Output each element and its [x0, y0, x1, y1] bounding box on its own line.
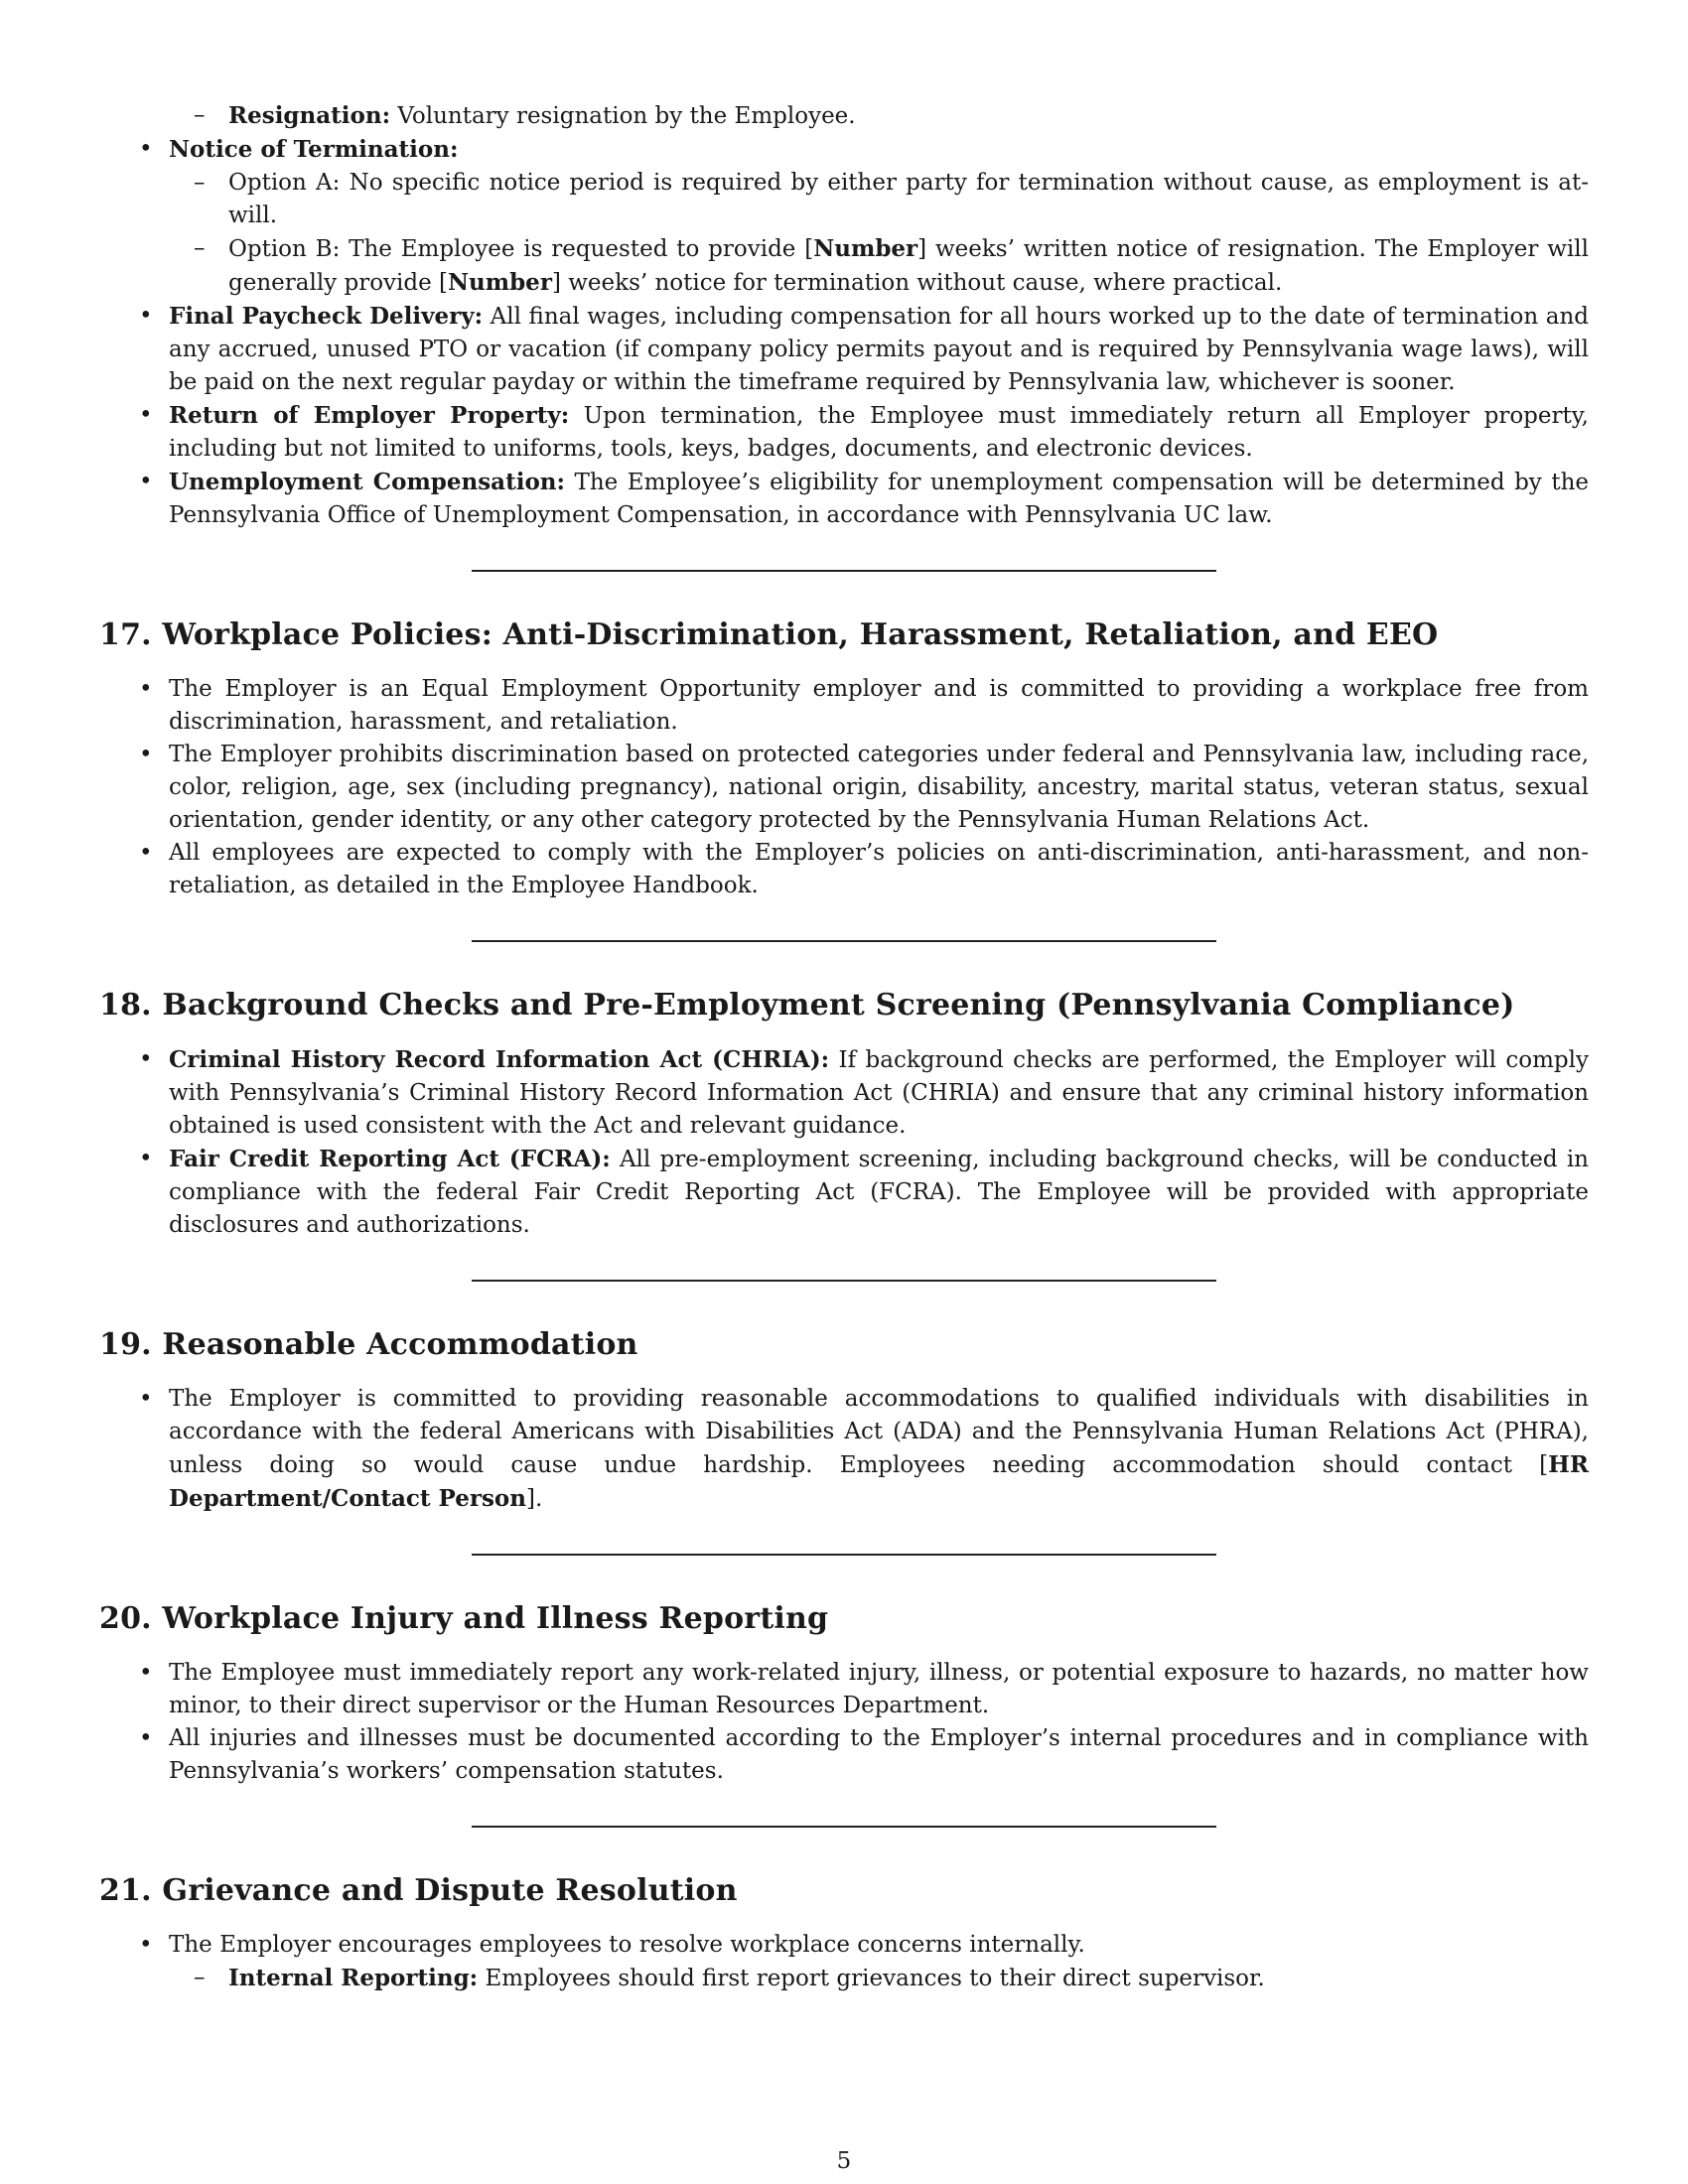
- section-18-heading: 18. Background Checks and Pre-Employment Screening (Pennsylvania Compliance): [99, 988, 1515, 1023]
- list-item-internal-reporting: – Internal Reporting: Employees should first report grievances to their direct supervisor.: [99, 1962, 1589, 1995]
- section-21-heading: 21. Grievance and Dispute Resolution: [99, 1873, 738, 1908]
- document-page: [99, 99, 1589, 2144]
- section-18-list: [99, 1043, 1589, 1242]
- page-number: 5: [836, 2148, 852, 2174]
- list-item-return-property: • Return of Employer Property: Upon termination, the Employee must immediately return all Employer property, including but not limited to uniforms, tools, keys, badges, documents, and electronic devices.: [99, 399, 1589, 466]
- list-item: • The Employer is an Equal Employment Opportunity employer and is committed to providing a workplace free from discrimination, harassment, and retaliation.: [99, 673, 1589, 739]
- list-item-notice: • Notice of Termination:: [99, 133, 1589, 167]
- bullet-marker: •: [139, 1932, 153, 1958]
- dash-marker: –: [194, 1965, 206, 1990]
- list-item-option-b: – Option B: The Employee is requested to provide [Number] weeks’ written notice of resignation. The Employer will generally provide [Number] weeks’ notice for termination without cause, where practical.: [99, 232, 1589, 300]
- bullet-marker: •: [139, 303, 153, 329]
- list-item-chria: • Criminal History Record Information Act (CHRIA): If background checks are performed, the Employer will comply with Pennsylvania’s Criminal History Record Information Act (CHRIA) and ensure that any criminal history information obtained is used consistent with the Act and relevant guidance.: [99, 1043, 1589, 1143]
- section-17-list: [99, 673, 1589, 902]
- list-item-unemployment: • Unemployment Compensation: The Employee’s eligibility for unemployment compensation will be determined by the Pennsylvania Office of Unemployment Compensation, in accordance with Pennsylvania UC law.: [99, 466, 1589, 532]
- section-19-heading: 19. Reasonable Accommodation: [99, 1327, 638, 1362]
- bullet-marker: •: [139, 1386, 153, 1412]
- dash-marker: –: [194, 102, 206, 128]
- section-20-list: [99, 1657, 1589, 1788]
- bullet-marker: •: [139, 1660, 153, 1686]
- list-item: • The Employer encourages employees to resolve workplace concerns internally.: [99, 1929, 1589, 1962]
- section-divider: [472, 1554, 1216, 1556]
- section-17-heading: 17. Workplace Policies: Anti-Discrimination, Harassment, Retaliation, and EEO: [99, 617, 1439, 652]
- list-item-resignation: – Resignation: Voluntary resignation by the Employee.: [99, 99, 1589, 133]
- list-item: • The Employee must immediately report any work-related injury, illness, or potential exposure to hazards, no matter how minor, to their direct supervisor or the Human Resources Department.: [99, 1657, 1589, 1722]
- bullet-marker: •: [139, 1146, 153, 1171]
- bullet-marker: •: [139, 402, 153, 428]
- bullet-marker: •: [139, 1046, 153, 1072]
- section-21-list: [99, 1929, 1589, 1995]
- bullet-marker: •: [139, 136, 153, 162]
- list-item-accommodation: • The Employer is committed to providing reasonable accommodations to qualified individuals with disabilities in accordance with the federal Americans with Disabilities Act (ADA) and the Pennsylvania Human Relations Act (PHRA), unless doing so would cause undue hardship. Employees needing accommodation should contact [HR Department/Contact Person].: [99, 1383, 1589, 1516]
- list-item: • The Employer prohibits discrimination based on protected categories under federal and Pennsylvania law, including race, color, religion, age, sex (including pregnancy), national origin, disability, ancestry, marital status, veteran status, sexual orientation, gender identity, or any other category protected by the Pennsylvania Human Relations Act.: [99, 739, 1589, 837]
- dash-marker: –: [194, 170, 206, 196]
- bullet-marker: •: [139, 742, 153, 767]
- section-divider: [472, 1826, 1216, 1828]
- list-item-final-paycheck: • Final Paycheck Delivery: All final wages, including compensation for all hours worked up to the date of termination and any accrued, unused PTO or vacation (if company policy permits payout and is required by Pennsylvania wage laws), will be paid on the next regular payday or within the timeframe required by Pennsylvania law, whichever is sooner.: [99, 300, 1589, 399]
- list-item: • All employees are expected to comply with the Employer’s policies on anti-discrimination, anti-harassment, and non-retaliation, as detailed in the Employee Handbook.: [99, 837, 1589, 902]
- section-20-heading: 20. Workplace Injury and Illness Reporting: [99, 1601, 829, 1636]
- dash-marker: –: [194, 235, 206, 261]
- bullet-marker: •: [139, 840, 153, 866]
- section-divider: [472, 1280, 1216, 1282]
- section-divider: [472, 940, 1216, 942]
- bullet-marker: •: [139, 1725, 153, 1751]
- bullet-marker: •: [139, 469, 153, 494]
- section-divider: [472, 570, 1216, 572]
- list-item-option-a: – Option A: No specific notice period is required by either party for termination without cause, as employment is at-will.: [99, 167, 1589, 232]
- list-item-fcra: • Fair Credit Reporting Act (FCRA): All pre-employment screening, including background checks, will be conducted in compliance with the federal Fair Credit Reporting Act (FCRA). The Employee will be provided with appropriate disclosures and authorizations.: [99, 1143, 1589, 1242]
- list-item: • All injuries and illnesses must be documented according to the Employer’s internal procedures and in compliance with Pennsylvania’s workers’ compensation statutes.: [99, 1722, 1589, 1788]
- termination-list: [99, 99, 1589, 532]
- section-19-list: [99, 1383, 1589, 1516]
- bullet-marker: •: [139, 676, 153, 702]
